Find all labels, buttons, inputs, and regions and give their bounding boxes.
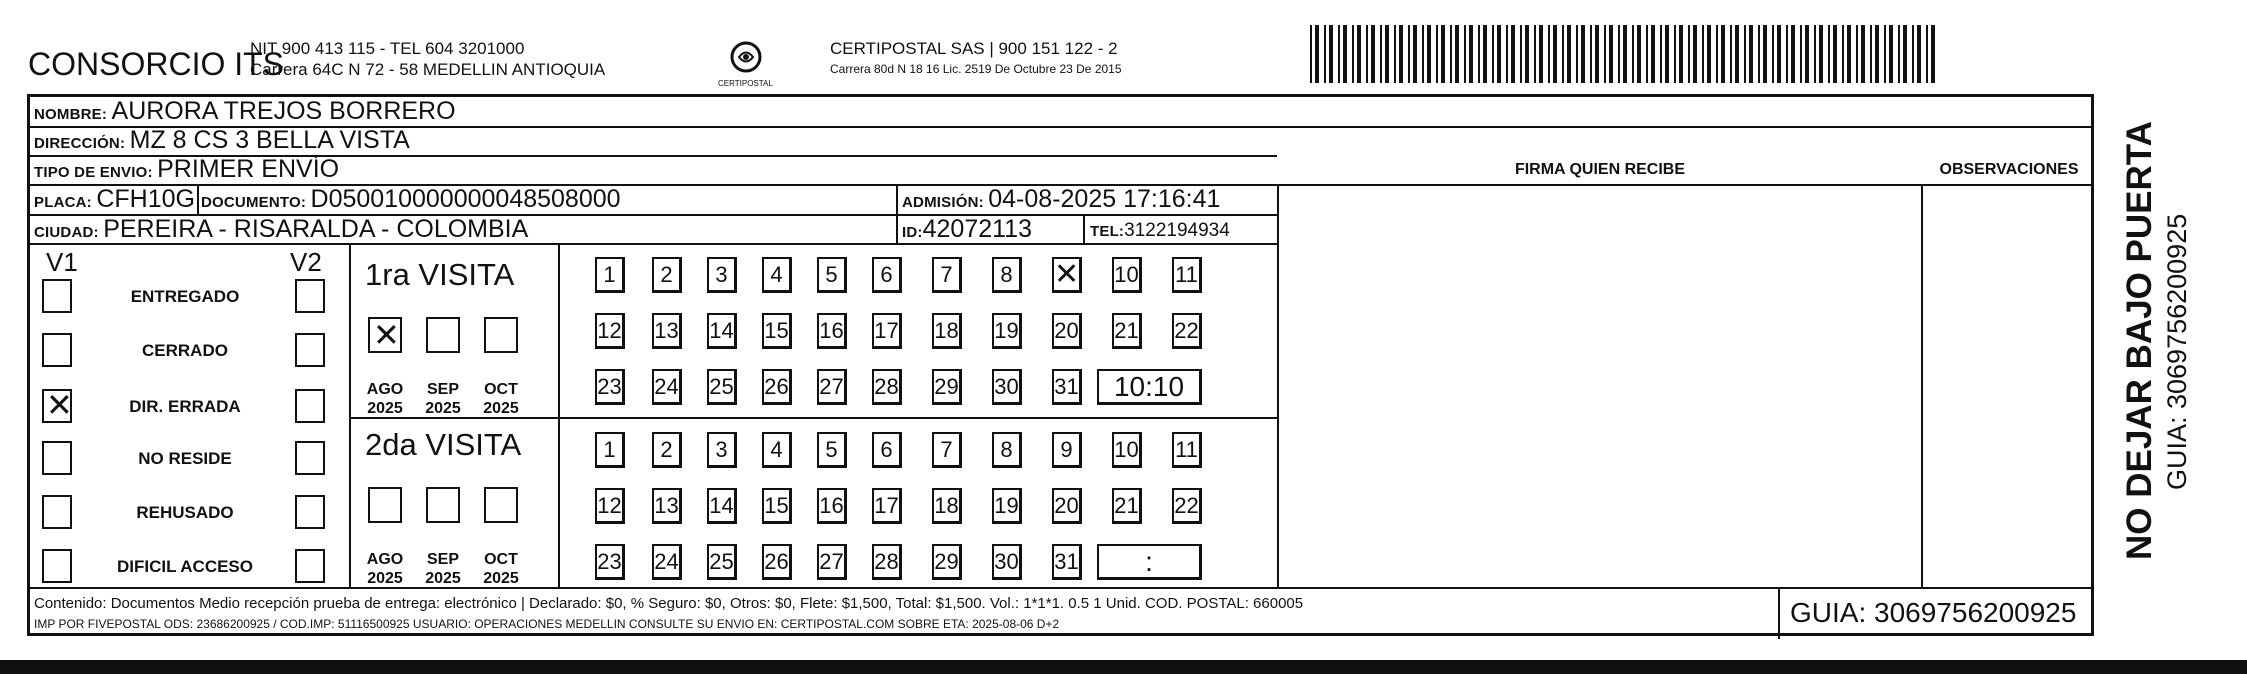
month-label: SEP 2025 [425, 381, 461, 417]
tipo-label: TIPO DE ENVIO: [34, 164, 153, 181]
day-box[interactable]: 8 [992, 257, 1022, 293]
day-box[interactable]: 18 [932, 313, 962, 349]
day-box[interactable]: 19 [992, 313, 1022, 349]
day-box[interactable]: 14 [707, 313, 737, 349]
tel-row [1090, 220, 1230, 242]
v2-checkbox[interactable] [295, 495, 325, 529]
tipo-value: PRIMER ENVÍO [157, 155, 340, 183]
day-box[interactable]: 31 [1052, 369, 1082, 405]
direccion-label: DIRECCIÓN: [34, 135, 126, 152]
day-box[interactable]: 16 [817, 488, 847, 524]
month-checkbox[interactable] [426, 317, 460, 353]
tel-value: 3122194934 [1124, 220, 1230, 241]
day-box[interactable]: 21 [1112, 488, 1142, 524]
month-checkbox[interactable] [368, 317, 402, 353]
day-box[interactable]: 3 [707, 257, 737, 293]
id-value: 42072113 [922, 215, 1032, 243]
day-box[interactable]: 25 [707, 369, 737, 405]
admision-row [902, 185, 1220, 214]
placa-value: CFH10G [96, 185, 195, 213]
status-option-label: REHUSADO [136, 503, 234, 522]
day-box[interactable]: 17 [872, 313, 902, 349]
day-box[interactable]: 27 [817, 544, 847, 580]
company-info [250, 38, 605, 80]
admision-label: ADMISIÓN: [902, 194, 984, 211]
day-box[interactable]: 1 [595, 432, 625, 468]
day-box[interactable]: 2 [652, 432, 682, 468]
month-label: AGO 2025 [366, 551, 404, 587]
placa-row [34, 185, 195, 214]
day-box[interactable]: 26 [762, 369, 792, 405]
day-box[interactable]: 4 [762, 432, 792, 468]
nombre-value: AURORA TREJOS BORRERO [111, 97, 456, 125]
status-option-label: NO RESIDE [138, 449, 232, 468]
day-box[interactable] [1052, 257, 1082, 293]
day-box[interactable]: 24 [652, 544, 682, 580]
documento-label: DOCUMENTO: [201, 194, 307, 211]
day-box[interactable]: 27 [817, 369, 847, 405]
month-checkbox[interactable] [368, 487, 402, 523]
day-box[interactable]: 3 [707, 432, 737, 468]
nit-line: NIT 900 413 115 - TEL 604 3201000 [250, 39, 525, 58]
day-box[interactable]: 17 [872, 488, 902, 524]
day-box[interactable]: 22 [1172, 488, 1202, 524]
day-box[interactable]: 2 [652, 257, 682, 293]
day-box[interactable]: 7 [932, 257, 962, 293]
v2-checkbox[interactable] [295, 279, 325, 313]
firma-header: FIRMA QUIEN RECIBE [1514, 161, 1686, 178]
day-box[interactable]: 1 [595, 257, 625, 293]
status-option-label: DIFICIL ACCESO [116, 557, 253, 576]
nombre-label: NOMBRE: [34, 106, 108, 123]
day-box[interactable]: 28 [872, 544, 902, 580]
bottom-border [0, 660, 2247, 674]
day-box[interactable]: 26 [762, 544, 792, 580]
day-box[interactable]: 8 [992, 432, 1022, 468]
day-box[interactable]: 15 [762, 488, 792, 524]
month-checkbox[interactable] [484, 487, 518, 523]
month-label: OCT 2025 [483, 381, 519, 417]
side-guia: GUIA: 3069756200925 [2162, 213, 2192, 490]
day-box[interactable]: 18 [932, 488, 962, 524]
v1-checkbox[interactable] [42, 441, 72, 475]
v2-checkbox[interactable] [295, 441, 325, 475]
footer-guia: GUIA: 3069756200925 [1790, 597, 2077, 628]
certi-line-1: CERTIPOSTAL SAS | 900 151 122 - 2 [830, 39, 1118, 58]
day-box[interactable]: 15 [762, 313, 792, 349]
day-box[interactable]: 20 [1052, 488, 1082, 524]
day-box[interactable]: 12 [595, 488, 625, 524]
day-box[interactable]: 19 [992, 488, 1022, 524]
admision-value: 04-08-2025 17:16:41 [988, 185, 1221, 213]
day-box[interactable]: 9 [1052, 432, 1082, 468]
month-checkbox[interactable] [426, 487, 460, 523]
day-box[interactable]: 30 [992, 369, 1022, 405]
delivery-form [27, 94, 2094, 636]
id-row [902, 215, 1032, 244]
visit-time-box[interactable]: : [1097, 544, 1202, 580]
v2-checkbox[interactable] [295, 389, 325, 423]
status-option-label: DIR. ERRADA [129, 397, 241, 416]
certi-line-2: Carrera 80d N 18 16 Lic. 2519 De Octubre 23 De 2015 [830, 62, 1122, 76]
day-box[interactable]: 4 [762, 257, 792, 293]
day-box[interactable]: 30 [992, 544, 1022, 580]
status-option-label: ENTREGADO [130, 287, 240, 306]
barcode [1310, 25, 1940, 83]
company-name: CONSORCIO ITS [28, 46, 285, 82]
day-box[interactable]: 22 [1172, 313, 1202, 349]
day-box[interactable]: 13 [652, 313, 682, 349]
logo-caption: CERTIPOSTAL [718, 79, 773, 88]
id-label: ID: [902, 224, 923, 241]
certipostal-logo-icon [724, 38, 768, 82]
v2-header: V2 [290, 247, 322, 277]
month-checkbox[interactable] [484, 317, 518, 353]
ciudad-value: PEREIRA - RISARALDA - COLOMBIA [103, 215, 529, 243]
ciudad-label: CIUDAD: [34, 224, 99, 241]
day-box[interactable]: 10 [1112, 432, 1142, 468]
day-box[interactable]: 11 [1172, 432, 1202, 468]
day-box[interactable]: 21 [1112, 313, 1142, 349]
day-box[interactable]: 11 [1172, 257, 1202, 293]
footer-line-1: Contenido: Documentos Medio recepción prueba de entrega: electrónico | Declarado: $0, % Seguro: $0, Otros: $0, Flete: $1,500, Total: $1,500. Vol.: 1*1*1. 0.5 1 Unid. COD. POSTAL: 660005 [34, 595, 1304, 612]
status-option-label: CERRADO [142, 341, 228, 360]
documento-value: D050010000000048508000 [310, 185, 621, 213]
ciudad-row [34, 215, 528, 244]
visit1-title: 1ra VISITA [365, 257, 515, 292]
direccion-row [34, 126, 410, 155]
day-box[interactable]: 29 [932, 544, 962, 580]
day-box[interactable]: 20 [1052, 313, 1082, 349]
day-box[interactable]: 31 [1052, 544, 1082, 580]
day-box[interactable]: 5 [817, 432, 847, 468]
certipostal-info [830, 38, 1122, 80]
month-label: SEP 2025 [425, 551, 461, 587]
day-box[interactable]: 16 [817, 313, 847, 349]
visit-time-box[interactable]: 10:10 [1097, 369, 1202, 405]
month-label: OCT 2025 [483, 551, 519, 587]
v1-checkbox[interactable] [42, 549, 72, 583]
v1-checkbox[interactable] [42, 333, 72, 367]
documento-row [201, 185, 621, 214]
v2-checkbox[interactable] [295, 333, 325, 367]
v1-checkbox[interactable] [42, 495, 72, 529]
month-label: AGO 2025 [366, 381, 404, 417]
day-box[interactable]: 10 [1112, 257, 1142, 293]
address-line: Carrera 64C N 72 - 58 MEDELLIN ANTIOQUIA [250, 60, 606, 79]
day-box[interactable]: 25 [707, 544, 737, 580]
v1-header: V1 [46, 247, 78, 277]
day-box[interactable]: 24 [652, 369, 682, 405]
day-box[interactable]: 23 [595, 369, 625, 405]
day-box[interactable]: 29 [932, 369, 962, 405]
placa-label: PLACA: [34, 194, 92, 211]
visit2-title: 2da VISITA [365, 427, 522, 462]
footer-line-2: IMP POR FIVEPOSTAL ODS: 23686200925 / COD.IMP: 51116500925 USUARIO: OPERACIONES MEDELLIN CONSULTE SU ENVIO EN: CERTIPOSTAL.COM SOBRE ETA: 2025-08-06 D+2 [34, 617, 1060, 631]
day-box[interactable]: 6 [872, 432, 902, 468]
observaciones-header: OBSERVACIONES [1939, 161, 2079, 178]
day-box[interactable]: 14 [707, 488, 737, 524]
day-box[interactable]: 23 [595, 544, 625, 580]
day-box[interactable]: 28 [872, 369, 902, 405]
day-box[interactable]: 5 [817, 257, 847, 293]
day-box[interactable]: 13 [652, 488, 682, 524]
direccion-value: MZ 8 CS 3 BELLA VISTA [129, 126, 410, 154]
v1-checkbox[interactable] [42, 279, 72, 313]
tipo-row [34, 155, 339, 184]
v2-checkbox[interactable] [295, 549, 325, 583]
day-box[interactable]: 7 [932, 432, 962, 468]
day-box[interactable]: 6 [872, 257, 902, 293]
no-dejar-notice: NO DEJAR BAJO PUERTA [2120, 121, 2159, 560]
tel-label: TEL: [1090, 223, 1125, 240]
v1-checkbox[interactable] [42, 389, 72, 423]
day-box[interactable]: 12 [595, 313, 625, 349]
nombre-row [34, 97, 456, 126]
